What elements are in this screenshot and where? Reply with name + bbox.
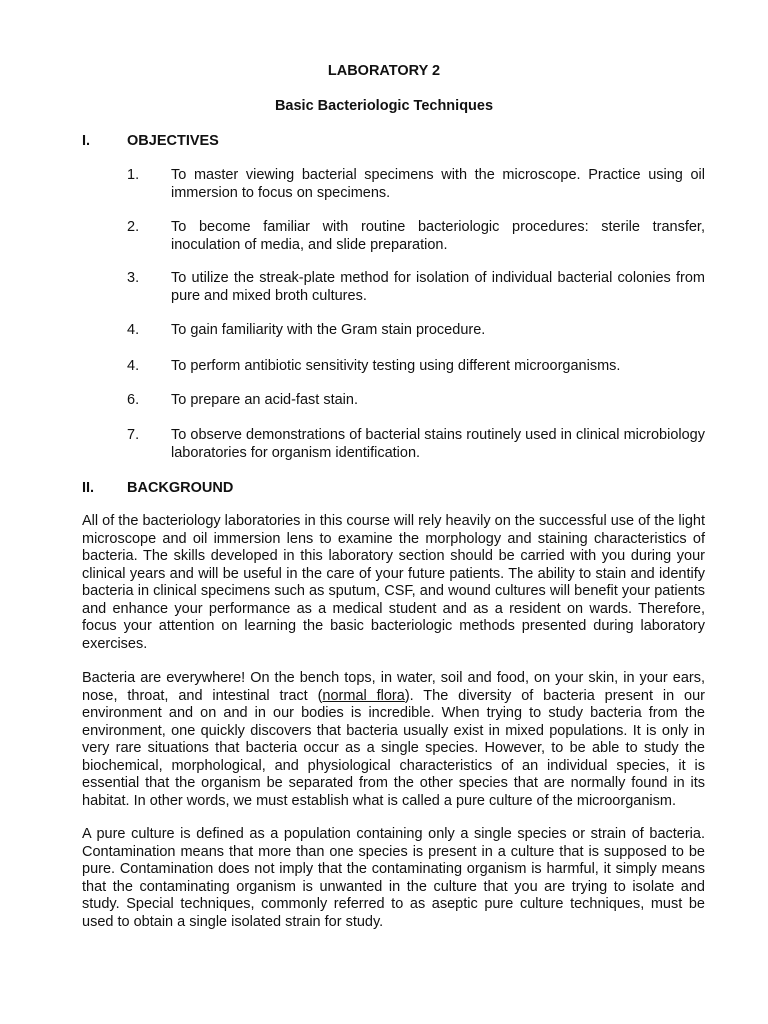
background-paragraph-1: All of the bacteriology laboratories in this course will rely heavily on the successful use of the light microscope and oil immersion lens to examine the morphology and staining characteristics of bacteria. The skills developed in this laboratory section should be carried with you during your clinical years and will be useful in the care of your future patients. The ability to stain and identify bacteria in clinical specimens such as sputum, CSF, and wound cultures will benefit your patients and enhance your performance as a medical student and as a resident on wards. Therefore, focus your attention on learning the basic bacteriologic methods presented during laboratory exercises.: [82, 513, 706, 652]
lab-title: LABORATORY 2: [327, 63, 441, 79]
objective-number: 7.: [127, 427, 140, 443]
objective-number: 1.: [127, 167, 140, 183]
background-paragraph-2: [82, 670, 705, 810]
background-paragraph-3: A pure culture is defined as a population containing only a single species or strain of bacteria. Contamination means that more than one species is present in a culture that is supposed to be pure. Contamination does not imply that the contaminating organism is harmful, it simply means that the contaminating organism is unwanted in the culture that you are trying to isolate and study. Special techniques, commonly referred to as aseptic pure culture techniques, must be used to obtain a single isolated strain for study.: [82, 826, 705, 930]
objective-number: 2.: [127, 219, 140, 235]
objective-text: To prepare an acid-fast stain.: [171, 392, 358, 408]
objective-text: To gain familiarity with the Gram stain procedure.: [171, 322, 486, 338]
paragraph-text: Bacteria are everywhere! On the bench tops, in water, soil and food, on your skin, in your ears, nose, throat, and intestinal tract (: [82, 670, 705, 704]
objective-text: To master viewing bacterial specimens with the microscope. Practice using oil immersion to focus on specimens.: [171, 167, 705, 201]
section-title: OBJECTIVES: [127, 133, 219, 149]
normal-flora-term: normal flora: [322, 687, 405, 704]
objective-text: To observe demonstrations of bacterial stains routinely used in clinical microbiology laboratories for organism identification.: [171, 427, 705, 461]
objective-text: To utilize the streak-plate method for isolation of individual bacterial colonies from pure and mixed broth cultures.: [171, 270, 705, 304]
objective-number: 4.: [127, 322, 140, 338]
section-title: BACKGROUND: [127, 480, 234, 496]
paragraph-text: ). The diversity of bacteria present in our environment and on and in our bodies is incredible. When trying to study bacteria from the environment, one quickly discovers that bacteria usually exist in mixed populations. It is only in very rare situations that bacteria occur as a single species. However, to be able to study the biochemical, morphological, and physiological characteristics of an individual species, it is essential that the organism be separated from the other species that are normally found in its habitat. In other words, we must establish what is called a pure culture of the microorganism.: [82, 687, 706, 809]
section-number: I.: [82, 133, 91, 149]
objective-number: 6.: [127, 392, 140, 408]
objective-number: 3.: [127, 270, 140, 286]
document-subtitle: Basic Bacteriologic Techniques: [274, 98, 494, 114]
section-number: II.: [82, 480, 95, 496]
objective-number: 4.: [127, 358, 140, 374]
objective-text: To become familiar with routine bacteriologic procedures: sterile transfer, inoculation of media, and slide preparation.: [171, 219, 705, 253]
objective-text: To perform antibiotic sensitivity testing using different microorganisms.: [171, 358, 621, 374]
